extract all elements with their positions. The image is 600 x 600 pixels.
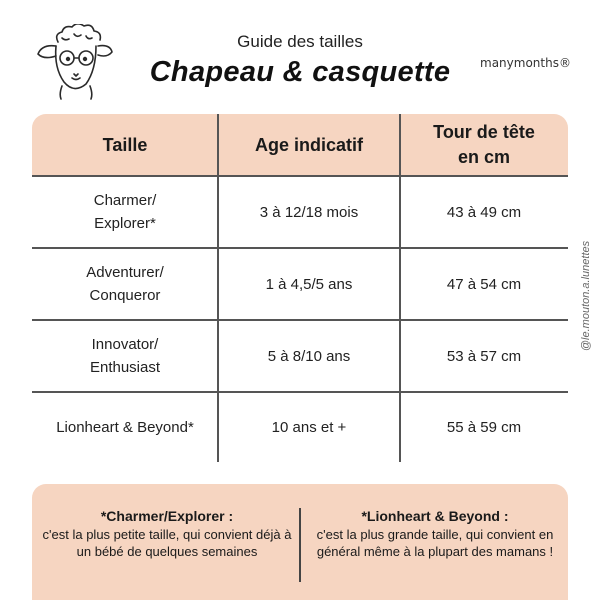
note-text: c'est la plus grande taille, qui convient en général même à la plupart des mamans ! <box>316 527 554 559</box>
note-title: *Lionheart & Beyond : <box>361 508 509 524</box>
table-cell-age: 10 ans et + <box>271 418 347 436</box>
row-divider <box>32 175 568 177</box>
note-title: *Charmer/Explorer : <box>100 508 234 524</box>
table-cell-size: Lionheart & Beyond* <box>56 418 194 436</box>
header-size: Taille <box>102 134 148 155</box>
table-cell-size: Adventurer/ Conqueror <box>86 264 164 304</box>
table-cell-size: Innovator/ Enthusiast <box>89 336 161 376</box>
row-divider <box>32 391 568 393</box>
row-divider <box>32 247 568 249</box>
table-cell-circumference: 47 à 54 cm <box>446 275 522 293</box>
header-head-circumference: Tour de tête en cm <box>433 122 535 167</box>
table-cell-age: 3 à 12/18 mois <box>259 203 359 221</box>
page-title: Chapeau & casquette <box>149 56 451 88</box>
page-subtitle: Guide des tailles <box>237 32 363 51</box>
table-cell-age: 5 à 8/10 ans <box>267 347 351 365</box>
table-cell-circumference: 55 à 59 cm <box>446 418 522 436</box>
table-cell-circumference: 53 à 57 cm <box>446 347 522 365</box>
note-largest-size <box>310 508 560 560</box>
column-divider <box>217 114 219 462</box>
table-cell-size: Charmer/ Explorer* <box>93 192 157 232</box>
brand-logo <box>480 56 580 78</box>
brand-registered: ® <box>558 56 571 70</box>
instagram-handle: @le.mouton.a.lunettes <box>580 240 592 352</box>
notes-panel <box>32 484 568 600</box>
column-divider <box>399 114 401 462</box>
brand-name: manymonths <box>480 56 559 70</box>
note-smallest-size <box>42 508 292 560</box>
note-text: c'est la plus petite taille, qui convient déjà à un bébé de quelques semaines <box>42 527 292 559</box>
table-cell-circumference: 43 à 49 cm <box>446 203 522 221</box>
row-divider <box>32 319 568 321</box>
table-cell-age: 1 à 4,5/5 ans <box>265 275 353 293</box>
header-age: Age indicatif <box>254 134 363 155</box>
size-table <box>32 114 568 462</box>
page-header <box>0 0 600 110</box>
notes-divider <box>299 508 301 582</box>
